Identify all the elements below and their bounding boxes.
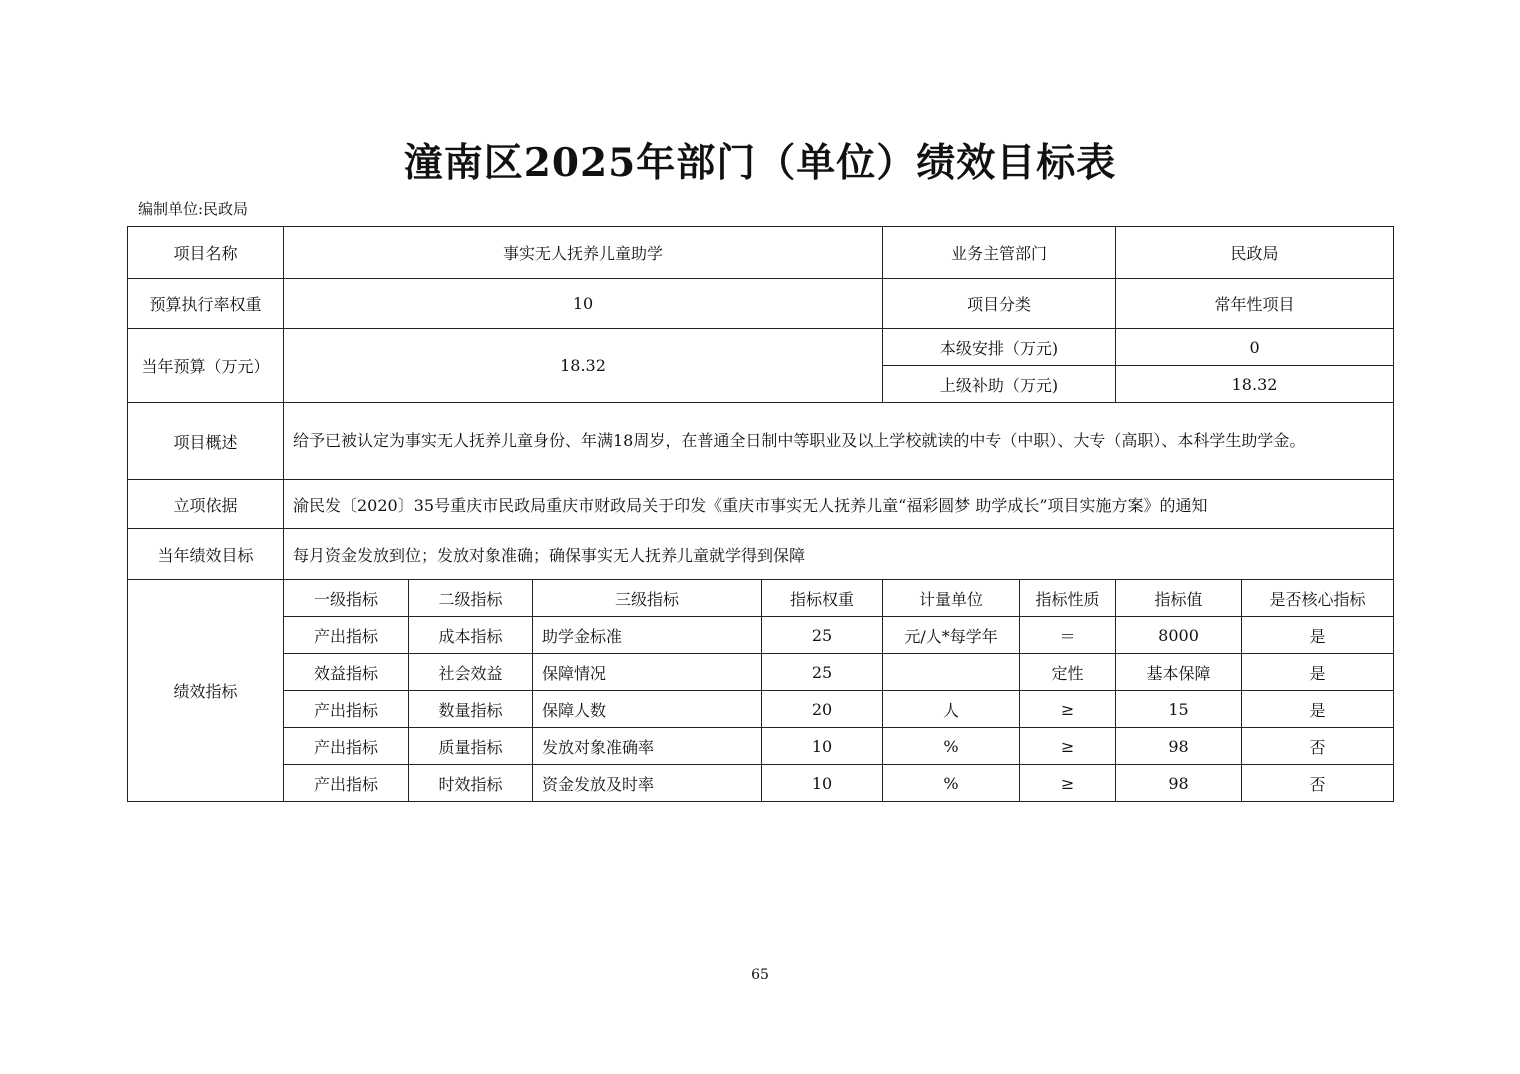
core-cell: 否	[1242, 765, 1394, 802]
level3-cell: 保障情况	[533, 654, 762, 691]
value-cell: 98	[1116, 728, 1242, 765]
table-row	[128, 728, 1394, 765]
budget-rate-label: 预算执行率权重	[128, 279, 284, 329]
nature-cell: ≥	[1020, 728, 1116, 765]
weight-cell: 10	[762, 765, 883, 802]
header-level3: 三级指标	[533, 580, 762, 617]
weight-cell: 20	[762, 691, 883, 728]
indicators-label: 绩效指标	[128, 580, 284, 802]
level2-cell: 数量指标	[409, 691, 533, 728]
level1-cell: 产出指标	[284, 728, 409, 765]
value-cell: 15	[1116, 691, 1242, 728]
project-name-label: 项目名称	[128, 227, 284, 279]
level2-cell: 社会效益	[409, 654, 533, 691]
header-level1: 一级指标	[284, 580, 409, 617]
nature-cell: 定性	[1020, 654, 1116, 691]
category-label: 项目分类	[883, 279, 1116, 329]
basis-label: 立项依据	[128, 480, 284, 529]
value-cell: 基本保障	[1116, 654, 1242, 691]
upper-subsidy-label: 上级补助（万元)	[883, 366, 1116, 403]
level3-cell: 发放对象准确率	[533, 728, 762, 765]
table-row	[128, 654, 1394, 691]
unit-cell	[883, 654, 1020, 691]
core-cell: 是	[1242, 654, 1394, 691]
level1-cell: 产出指标	[284, 617, 409, 654]
unit-cell: 元/人*每学年	[883, 617, 1020, 654]
table-row	[128, 617, 1394, 654]
nature-cell: ≥	[1020, 765, 1116, 802]
page-title: 潼南区2025年部门（单位）绩效目标表	[403, 140, 1117, 186]
unit-cell: %	[883, 765, 1020, 802]
header-level2: 二级指标	[409, 580, 533, 617]
header-unit: 计量单位	[883, 580, 1020, 617]
core-cell: 否	[1242, 728, 1394, 765]
weight-cell: 10	[762, 728, 883, 765]
header-nature: 指标性质	[1020, 580, 1116, 617]
value-cell: 98	[1116, 765, 1242, 802]
level3-cell: 助学金标准	[533, 617, 762, 654]
core-cell: 是	[1242, 617, 1394, 654]
header-core: 是否核心指标	[1242, 580, 1394, 617]
header-weight: 指标权重	[762, 580, 883, 617]
nature-cell: ≥	[1020, 691, 1116, 728]
performance-table	[127, 226, 1394, 802]
table-row	[128, 691, 1394, 728]
project-name-value: 事实无人抚养儿童助学	[284, 227, 883, 279]
overview-label: 项目概述	[128, 403, 284, 480]
level1-cell: 效益指标	[284, 654, 409, 691]
goal-label: 当年绩效目标	[128, 529, 284, 580]
dept-label: 业务主管部门	[883, 227, 1116, 279]
basis-value: 渝民发〔2020〕35号重庆市民政局重庆市财政局关于印发《重庆市事实无人抚养儿童“福彩圆梦 助学成长”项目实施方案》的通知	[284, 480, 1394, 529]
level3-cell: 保障人数	[533, 691, 762, 728]
compile-unit: 编制单位:民政局	[138, 200, 249, 218]
unit-cell: 人	[883, 691, 1020, 728]
annual-budget-value: 18.32	[284, 329, 883, 403]
level2-cell: 成本指标	[409, 617, 533, 654]
weight-cell: 25	[762, 617, 883, 654]
budget-rate-value: 10	[284, 279, 883, 329]
nature-cell: ＝	[1020, 617, 1116, 654]
category-value: 常年性项目	[1116, 279, 1394, 329]
header-value: 指标值	[1116, 580, 1242, 617]
dept-value: 民政局	[1116, 227, 1394, 279]
level2-cell: 时效指标	[409, 765, 533, 802]
annual-budget-label: 当年预算（万元）	[128, 329, 284, 403]
upper-subsidy-value: 18.32	[1116, 366, 1394, 403]
level1-cell: 产出指标	[284, 691, 409, 728]
page-number: 65	[751, 967, 769, 983]
unit-cell: %	[883, 728, 1020, 765]
local-arrangement-value: 0	[1116, 329, 1394, 366]
goal-value: 每月资金发放到位；发放对象准确；确保事实无人抚养儿童就学得到保障	[284, 529, 1394, 580]
level1-cell: 产出指标	[284, 765, 409, 802]
local-arrangement-label: 本级安排（万元)	[883, 329, 1116, 366]
table-row	[128, 765, 1394, 802]
level2-cell: 质量指标	[409, 728, 533, 765]
overview-value: 给予已被认定为事实无人抚养儿童身份、年满18周岁，在普通全日制中等职业及以上学校就读的中专（中职）、大专（高职）、本科学生助学金。	[284, 403, 1394, 480]
value-cell: 8000	[1116, 617, 1242, 654]
level3-cell: 资金发放及时率	[533, 765, 762, 802]
weight-cell: 25	[762, 654, 883, 691]
core-cell: 是	[1242, 691, 1394, 728]
